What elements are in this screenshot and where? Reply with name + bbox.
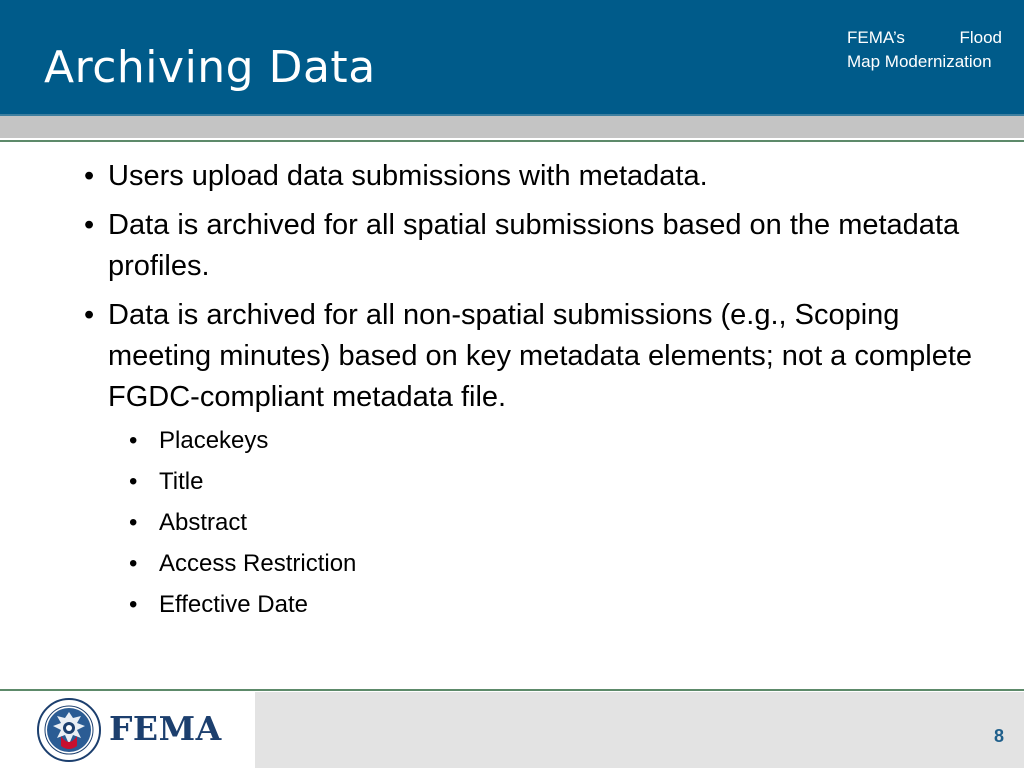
bullet-item: • Users upload data submissions with metadata. (84, 156, 984, 197)
sub-bullet-item: • Title (84, 461, 984, 502)
brand-fema: FEMA’s (847, 28, 905, 47)
dhs-seal-icon (37, 698, 101, 762)
sub-bullet-item: • Placekeys (84, 420, 984, 461)
bullet-item: • Data is archived for all non-spatial submissions (e.g., Scoping meeting minutes) based on key metadata elements; not a complete FGDC-compliant metadata file. (84, 295, 984, 418)
sub-bullet-item: • Effective Date (84, 584, 984, 625)
bullet-list (84, 156, 984, 418)
bullet-item: • Data is archived for all spatial submissions based on the metadata profiles. (84, 205, 984, 287)
sub-bullet-item: • Abstract (84, 502, 984, 543)
header-divider (0, 140, 1024, 142)
slide-title: Archiving Data (44, 42, 376, 93)
header-band (0, 116, 1024, 138)
footer-divider (0, 689, 1024, 691)
program-brand (847, 26, 1019, 74)
sub-bullet-list (84, 420, 984, 625)
page-number: 8 (993, 726, 1004, 746)
fema-logo: FEMA (109, 709, 222, 748)
footer-bar (255, 692, 1024, 768)
brand-flood: Flood (959, 28, 1002, 47)
sub-bullet-item: • Access Restriction (84, 543, 984, 584)
slide-header (0, 0, 1024, 116)
program-brand-line-1 (847, 26, 1002, 50)
program-brand-line-2: Map Modernization (847, 52, 992, 71)
slide-body (84, 156, 984, 625)
